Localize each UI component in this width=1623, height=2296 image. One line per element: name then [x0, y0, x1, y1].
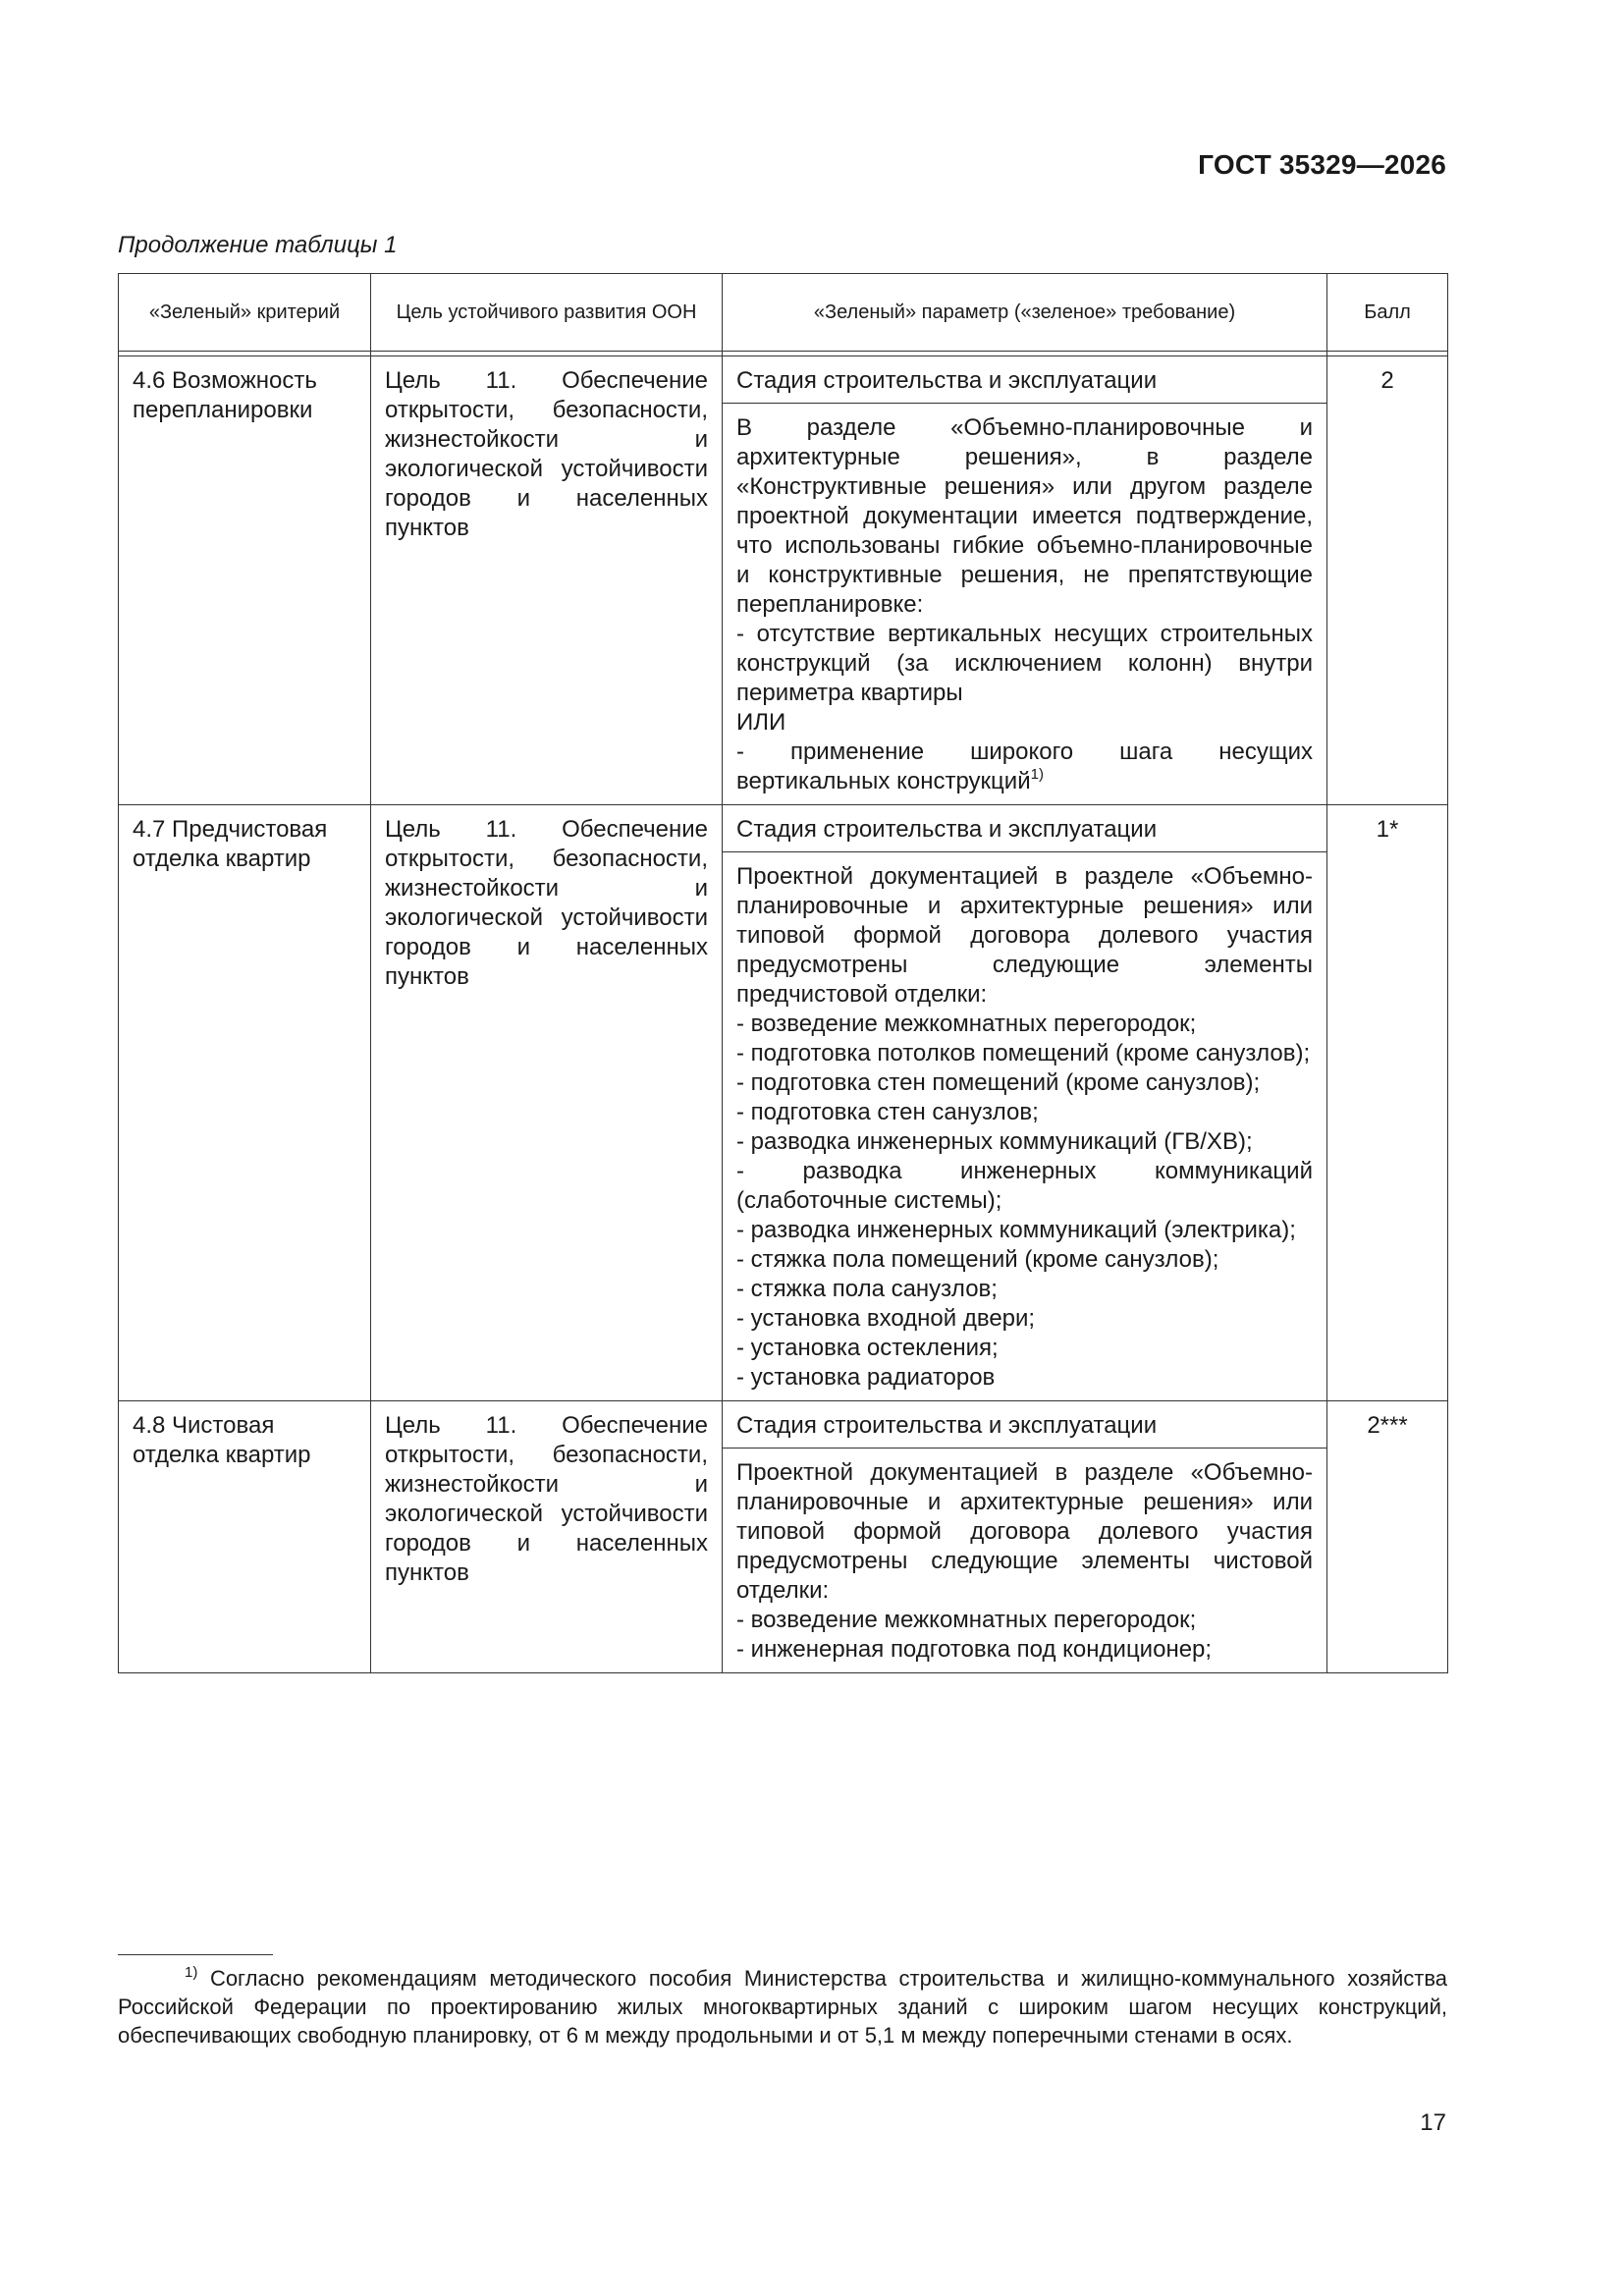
criterion-cell: 4.7 Предчистовая отделка квартир	[119, 805, 371, 1401]
score-cell: 2***	[1327, 1401, 1448, 1673]
requirement-item: - установка остекления;	[736, 1335, 999, 1361]
requirement-item: - установка входной двери;	[736, 1305, 1036, 1332]
requirement-item: - подготовка стен помещений (кроме санузлов);	[736, 1069, 1261, 1096]
goal-cell: Цель 11. Обеспечение открытости, безопасности, жизнестойкости и экологической устойчивости городов и населенных пунктов	[371, 805, 723, 1401]
requirement-text	[723, 1449, 1326, 1672]
column-header-criterion: «Зеленый» критерий	[119, 274, 371, 352]
requirement-item: - возведение межкомнатных перегородок;	[736, 1607, 1197, 1633]
goal-cell: Цель 11. Обеспечение открытости, безопасности, жизнестойкости и экологической устойчивости городов и населенных пунктов	[371, 356, 723, 805]
column-header-goal: Цель устойчивого развития ООН	[371, 274, 723, 352]
requirement-item: - подготовка стен санузлов;	[736, 1099, 1039, 1125]
criteria-table	[118, 273, 1448, 1673]
requirement-item: - подготовка потолков помещений (кроме санузлов);	[736, 1040, 1311, 1066]
table-row	[119, 805, 1448, 1401]
stage-label: Стадия строительства и эксплуатации	[723, 805, 1326, 852]
score-cell: 1*	[1327, 805, 1448, 1401]
table-continuation-label: Продолжение таблицы 1	[118, 232, 398, 258]
requirement-item: ИЛИ	[736, 709, 786, 736]
requirement-intro: Проектной документацией в разделе «Объемно-планировочные и архитектурные решения» или типовой формой договора долевого участия предусмотрены следующие элементы предчистовой отделки:	[736, 863, 1313, 1008]
column-header-parameter: «Зеленый» параметр («зеленое» требование)	[723, 274, 1327, 352]
goal-cell: Цель 11. Обеспечение открытости, безопасности, жизнестойкости и экологической устойчивости городов и населенных пунктов	[371, 1401, 723, 1673]
score-cell: 2	[1327, 356, 1448, 805]
requirement-intro: В разделе «Объемно-планировочные и архитектурные решения», в разделе «Конструктивные решения» или другом разделе проектной документации имеется подтверждение, что использованы гибкие объемно-планировочные и конструктивные решения, не препятствующие перепланировке:	[736, 414, 1313, 618]
parameter-cell	[723, 356, 1327, 805]
footnote	[118, 1964, 1447, 2050]
table-header-row	[119, 274, 1448, 352]
footnote-text: Согласно рекомендациям методического пособия Министерства строительства и жилищно-коммунального хозяйства Российской Федерации по проектированию жилых многоквартирных зданий с широким шагом несущих конструкций, обеспечивающих свободную планировку, от 6 м между продольными и от 5,1 м между поперечными стенами в осях.	[118, 1966, 1447, 2048]
requirement-item: - отсутствие вертикальных несущих строительных конструкций (за исключением колонн) внутри периметра квартиры	[736, 621, 1313, 706]
parameter-cell	[723, 805, 1327, 1401]
requirement-item: - разводка инженерных коммуникаций (электрика);	[736, 1217, 1296, 1243]
footnote-mark: 1)	[185, 1964, 198, 1981]
requirement-item: - установка радиаторов	[736, 1364, 996, 1391]
stage-label: Стадия строительства и эксплуатации	[723, 356, 1326, 404]
stage-label: Стадия строительства и эксплуатации	[723, 1401, 1326, 1449]
requirement-item: - возведение межкомнатных перегородок;	[736, 1011, 1197, 1037]
requirement-item: - применение широкого шага несущих вертикальных конструкций$^{1)}$	[736, 738, 1313, 794]
criterion-cell: 4.8 Чистовая отделка квартир	[119, 1401, 371, 1673]
footnote-divider	[118, 1954, 273, 1955]
requirement-item: - разводка инженерных коммуникаций (слаботочные системы);	[736, 1158, 1313, 1214]
page-number: 17	[1420, 2109, 1446, 2136]
requirement-text	[723, 404, 1326, 804]
criterion-cell: 4.6 Возможность перепланировки	[119, 356, 371, 805]
requirement-text	[723, 852, 1326, 1400]
requirement-intro: Проектной документацией в разделе «Объемно-планировочные и архитектурные решения» или типовой формой договора долевого участия предусмотрены следующие элементы чистовой отделки:	[736, 1459, 1313, 1604]
parameter-cell	[723, 1401, 1327, 1673]
requirement-item: - разводка инженерных коммуникаций (ГВ/ХВ);	[736, 1128, 1253, 1155]
requirement-item: - стяжка пола санузлов;	[736, 1276, 998, 1302]
requirement-item: - инженерная подготовка под кондиционер;	[736, 1636, 1213, 1663]
document-code: ГОСТ 35329—2026	[1198, 149, 1446, 180]
requirement-item: - стяжка пола помещений (кроме санузлов);	[736, 1246, 1219, 1273]
column-header-score: Балл	[1327, 274, 1448, 352]
table-row	[119, 1401, 1448, 1673]
footnote-reference: 1)	[1030, 766, 1044, 783]
table-row	[119, 356, 1448, 805]
